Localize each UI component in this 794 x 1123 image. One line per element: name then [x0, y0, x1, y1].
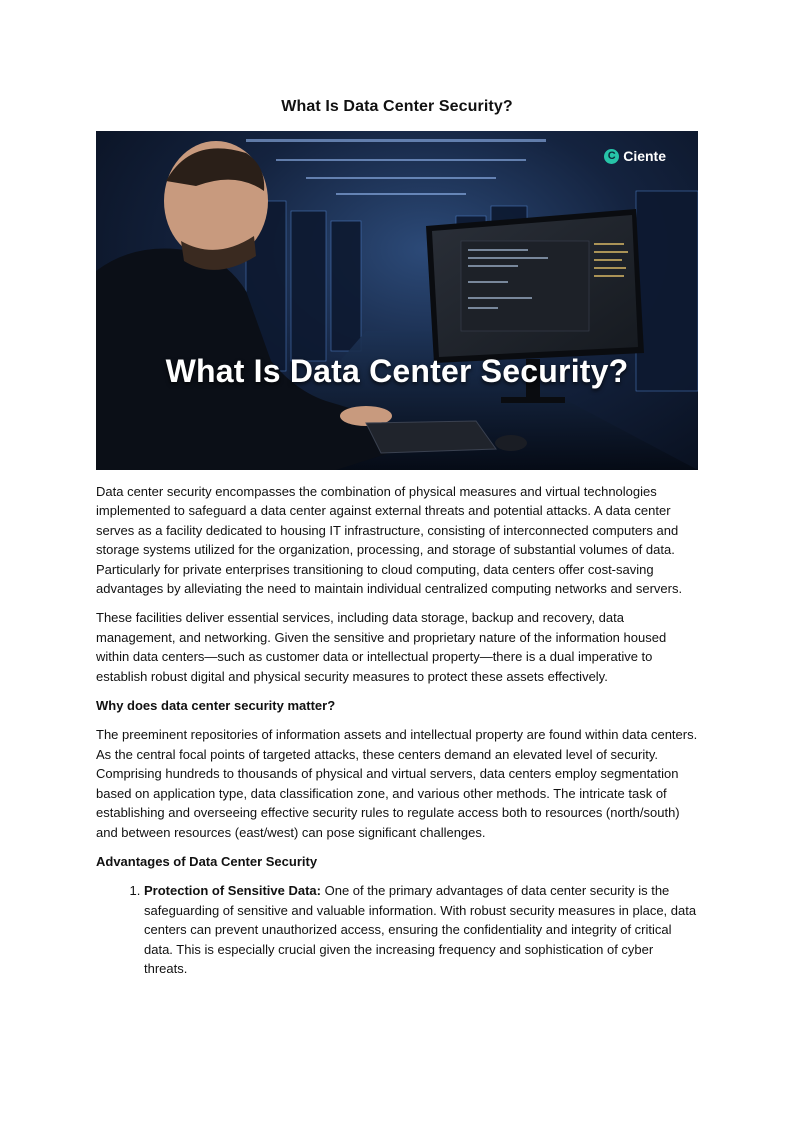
advantage-text: One of the primary advantages of data center security is the safeguarding of sensitive and valuable information. With robust security measures in place, data centers can prevent unauthorized access, ensuring the confidentiality and integrity of critical data. This is especially crucial given the increasing frequency and sophistication of cyber threats.	[144, 883, 697, 976]
ciente-logo-icon: C	[604, 149, 619, 164]
heading-advantages: Advantages of Data Center Security	[96, 853, 318, 869]
hero-brand-name: Ciente	[623, 148, 666, 164]
advantage-title: Protection of Sensitive Data:	[144, 883, 321, 899]
hero-title: What Is Data Center Security?	[165, 353, 629, 389]
document-title: What Is Data Center Security?	[281, 98, 513, 115]
hero-image	[96, 131, 698, 470]
intro-paragraph-1: Data center security encompasses the combination of physical measures and virtual technologies implemented to safeguard a data center against external threats and potential attacks. A data center serves as a facility dedicated to housing IT infrastructure, consisting of interconnected computers and storage systems utilized for the organization, processing, and storage of substantial volumes of data. Particularly for private enterprises transitioning to cloud computing, data centers offer cost-saving advantages by alleviating the need to maintain individual centralized computing networks and servers.	[96, 484, 683, 597]
intro-paragraph-2: These facilities deliver essential services, including data storage, backup and recovery, data management, and networking. Given the sensitive and proprietary nature of the information housed within data centers—such as customer data or intellectual property—there is a dual imperative to establish robust digital and physical security measures to protect these assets effectively.	[96, 610, 667, 684]
list-item	[144, 881, 700, 978]
ceiling-lights	[246, 139, 546, 195]
article-body	[96, 482, 700, 978]
heading-why-matters: Why does data center security matter?	[96, 698, 336, 714]
advantages-list	[96, 881, 700, 978]
hero-brand	[604, 148, 666, 164]
why-paragraph: The preeminent repositories of information assets and intellectual property are found within data centers. As the central focal points of targeted attacks, these centers demand an elevated level of security. Comprising hundreds to thousands of physical and virtual servers, data centers employ segmentation based on application type, data classification zone, and various other methods. The intricate task of establishing and overseeing effective security rules to regulate access both to resources (north/south) and between resources (east/west) can pose significant challenges.	[96, 727, 698, 840]
data-center-illustration	[96, 131, 698, 470]
